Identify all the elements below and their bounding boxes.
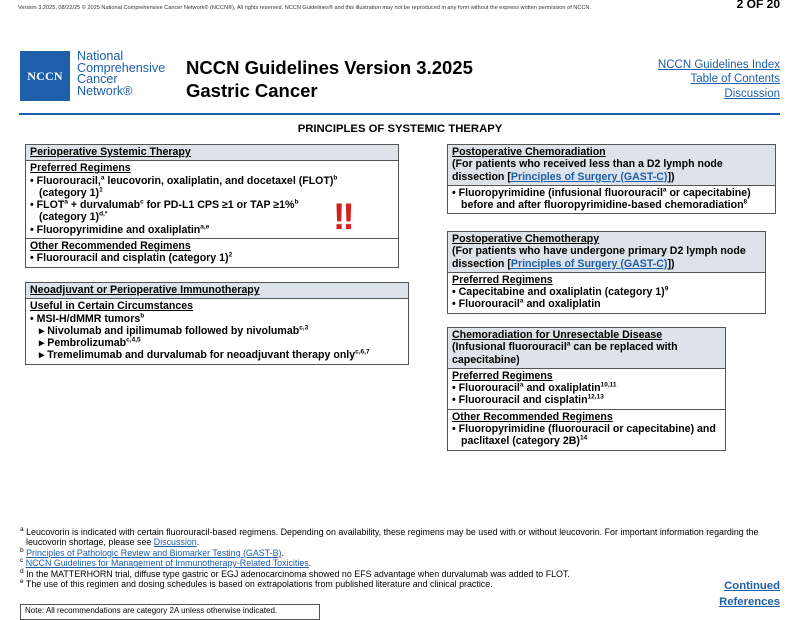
postop-chemoradiation-header [448, 145, 775, 186]
discussion-footnote-link[interactable]: Discussion [153, 537, 197, 548]
list-item: • Fluorouracil$^a$ and oxaliplatin [452, 297, 601, 311]
org-line: Comprehensive [77, 60, 166, 75]
useful-label: Useful in Certain Circumstances [30, 300, 194, 313]
list-item: • $FLOT^a$ + durvalumab$^c$ for PD-L1 CPS ≥1 or TAP ≥1%$^b$ (category 1)$^{d,*}$ [30, 198, 299, 224]
perioperative-header [26, 145, 398, 161]
section-title: PRINCIPLES OF SYSTEMIC THERAPY [297, 123, 503, 135]
guideline-title: NCCN Guidelines Version 3.2025 [186, 57, 473, 78]
list-item: • Fluoropyrimidine (infusional fluorouracil$^a$ or capecitabine) before and after fluoropyrimidine-based chemoradiation$^8$ [452, 186, 751, 212]
perioperative-other [26, 238, 398, 267]
postop-chemoradiation-desc: (For patients who received less than a D2 lymph node dissection [Principles of Surgery (GAST-C)]) [452, 158, 723, 183]
postop-chemoradiation-title: Postoperative Chemoradiation [452, 146, 606, 158]
postop-chemoradiation-box [447, 144, 776, 214]
list-item: • Capecitabine and oxaliplatin (category 1)$^9$ [452, 285, 669, 299]
list-subitem: ▸ Tremelimumab and durvalumab for neoadjuvant therapy only$^{c,6,7}$ [39, 348, 370, 362]
footnote-b: $^b$ Principles of Pathologic Review and Biomarker Testing (GAST-B). [20, 546, 284, 558]
other-label: Other Recommended Regimens [30, 240, 191, 253]
header-divider [19, 113, 780, 115]
postop-chemotherapy-desc: (For patients who have undergone primary D2 lymph node dissection [Principles of Surgery (GAST-C)]) [452, 245, 746, 270]
guideline-subtitle: Gastric Cancer [186, 80, 318, 101]
org-line: Cancer [77, 72, 118, 87]
perioperative-title: Perioperative Systemic Therapy [30, 146, 191, 158]
neoadjuvant-header [26, 283, 408, 299]
footnote-d: $^d$ In the MATTERHORN trial, diffuse type gastric or EGJ adenocarcinoma showed no EFS advantage when durvalumab was added to FLOT. [20, 567, 570, 579]
footer-links [719, 578, 780, 610]
category-note: Note: All recommendations are category 2A unless otherwise indicated. [20, 604, 320, 620]
list-item: • Fluoropyrimidine and oxaliplatin$^{a,e}$ [30, 223, 210, 236]
postop-chemotherapy-preferred [448, 273, 765, 313]
preferred-label: Preferred Regimens [452, 273, 553, 286]
list-item: • Fluorouracil and cisplatin (category 1)$^2$ [30, 251, 233, 265]
copyright-line: Version 3.2025, 08/22/25 © 2025 National Comprehensive Cancer Network® (NCCN®), All rights reserved. NCCN Guidelines® and this illustration may not be reproduced in any form without the express written permission of NCCN. [18, 5, 592, 11]
neoadjuvant-box [25, 282, 409, 365]
unresectable-desc: (Infusional fluorouracil$^a$ can be replaced with capecitabine) [452, 340, 678, 366]
alert-marks: !! [333, 196, 352, 237]
guidelines-index-link[interactable]: NCCN Guidelines Index [657, 59, 780, 71]
surgery-principles-link[interactable]: Principles of Surgery (GAST-C) [510, 257, 668, 270]
immunotherapy-toxicities-link[interactable]: NCCN Guidelines for Management of Immunotherapy-Related Toxicities [25, 558, 309, 569]
page-number: 2 OF 20 [736, 0, 780, 11]
footnotes [20, 527, 760, 589]
list-item: • Fluorouracil and cisplatin$^{12,13}$ [452, 393, 604, 407]
list-item: • MSI-H/dMMR tumors$^b$ [30, 312, 145, 325]
postop-chemotherapy-header [448, 232, 765, 273]
table-of-contents-link[interactable]: Table of Contents [690, 73, 780, 86]
postop-chemotherapy-title: Postoperative Chemotherapy [452, 233, 600, 245]
list-subitem: ▸ Pembrolizumab$^{c,4,5}$ [39, 336, 141, 350]
preferred-label: Preferred Regimens [30, 162, 131, 175]
guideline-title-block [186, 56, 473, 102]
footnote-c: $^c$ NCCN Guidelines for Management of Immunotherapy-Related Toxicities. [20, 557, 312, 569]
neoadjuvant-useful [26, 299, 408, 363]
list-item: • Fluoropyrimidine (fluorouracil or capecitabine) and paclitaxel (category 2B)$^{14}$ [452, 423, 716, 448]
unresectable-title: Chemoradiation for Unresectable Disease [452, 329, 663, 341]
list-subitem: ▸ Nivolumab and ipilimumab followed by nivolumab$^{c,3}$ [39, 324, 309, 337]
preferred-label: Preferred Regimens [452, 369, 553, 382]
postop-chemoradiation-items [448, 186, 775, 214]
references-link[interactable]: References [719, 596, 780, 608]
discussion-link[interactable]: Discussion [724, 87, 780, 100]
unresectable-header [448, 328, 725, 369]
continued-link[interactable]: Continued [724, 580, 780, 592]
nav-links [658, 58, 780, 101]
postop-chemotherapy-box [447, 231, 766, 314]
list-item: • Fluorouracil$^a$ and oxaliplatin$^{10,11}$ [452, 381, 617, 395]
nccn-logo: NCCN [20, 51, 70, 101]
org-name [77, 51, 165, 97]
unresectable-other [448, 409, 725, 450]
surgery-principles-link[interactable]: Principles of Surgery (GAST-C) [510, 170, 668, 183]
unresectable-box [447, 327, 726, 451]
org-line: National [77, 49, 124, 63]
footnote-a: $^a$ Leucovorin is indicated with certain fluorouracil-based regimens. Depending on availability, these regimens may be used with or without leucovorin. For important information regarding the leucovorin shortage, please see Discussion. [20, 526, 759, 548]
footnote-e: $^e$ The use of this regimen and dosing schedules is based on extrapolations from published literature and clinical practice. [20, 578, 493, 590]
list-item: • Fluorouracil,$^a$ leucovorin, oxaliplatin, and docetaxel (FLOT)$^b$ (category 1)$^1$ [30, 174, 338, 199]
unresectable-preferred [448, 369, 725, 409]
other-label: Other Recommended Regimens [452, 410, 613, 423]
neoadjuvant-title: Neoadjuvant or Perioperative Immunotherapy [30, 284, 260, 296]
org-line: Network® [77, 83, 133, 98]
pathology-principles-link[interactable]: Principles of Pathologic Review and Biomarker Testing (GAST-B) [26, 547, 282, 558]
